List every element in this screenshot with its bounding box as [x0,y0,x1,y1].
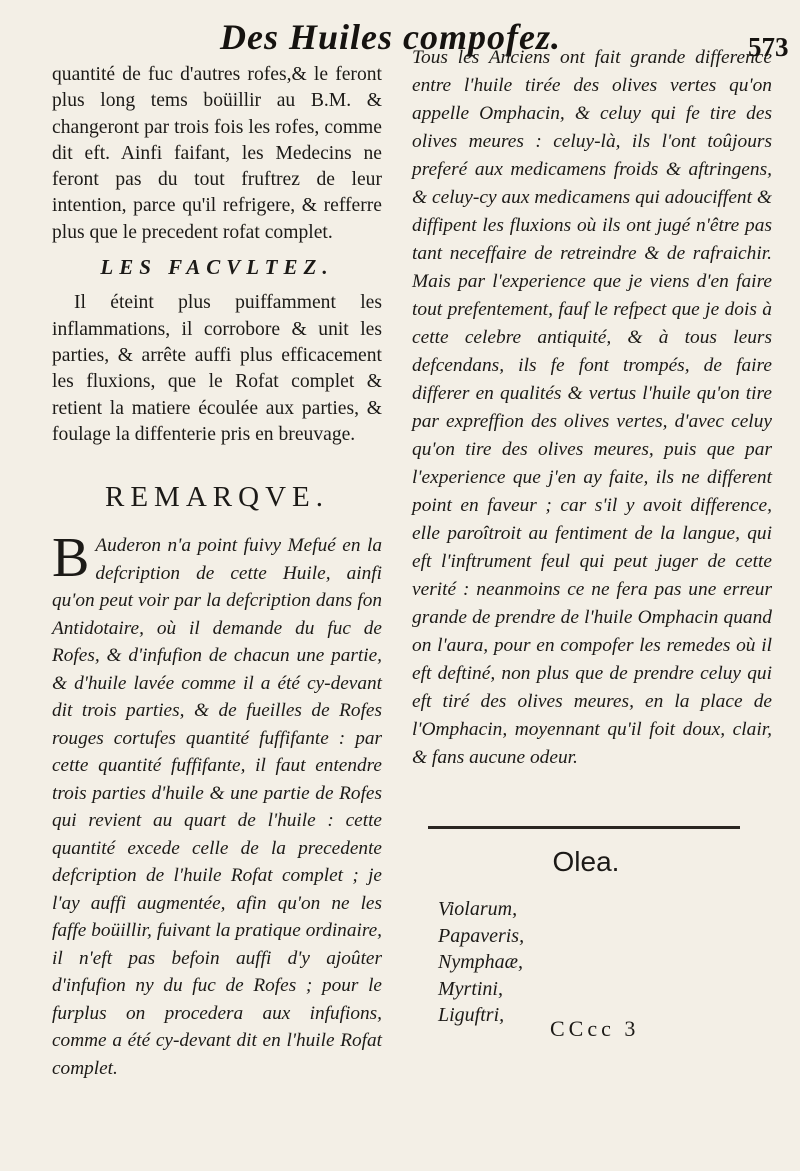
remark-text: Auderon n'a point fuivy Mefué en la defcription de cette Huile, ainfi qu'on peut voir par la defcription dans fon Antidotaire, où il demande du fuc de Rofes, & d'infufion de chacun une partie, & d'huile lavée comme il a été cy-devant dit trois parties, & de fueilles de Rofes rouges cortufes quantité fuffifante : par cette quantité fuffifante, il faut entendre trois parties d'huile & une partie de Rofes qui revient au quart de l'huile : cette quantité excede celle de la precedente defcription de l'huile Rofat complet ; je l'ay auffi augmentée, afin qu'on ne les faffe boüillir, fuivant la pratique ordinaire, il n'eft pas befoin auffi d'y ajoûter d'infufion ny du fuc de Rofes ; pour le furplus on procedera aux infufions, comme a été cy-devant dit en l'huile Rofat complet. [52,535,382,1079]
running-title: Des Huiles compofez. [220,17,561,57]
oil-list [438,896,738,1029]
remark-paragraph [52,527,382,1082]
signature-mark: CCcc 3 [550,1016,640,1041]
oil-list-title: Olea. [552,846,620,877]
drop-cap: B [52,527,90,590]
faculties-paragraph: Il éteint plus puiffamment les inflammations, il corrobore & unit les parties, & arrête auffi plus efficacement les fluxions, que le Rofat complet & retient la matiere écoulée aux parties, & foulage la diffenterie pris en breuvage. [52,292,382,445]
section-divider [428,826,740,829]
oil-item: Nymphaæ, [438,951,523,973]
continuation-paragraph: quantité de fuc d'autres rofes,& le feront plus long tems boüillir au B.M. & changeront par trois fois les rofes, comme dit eft. Ainfi faifant, les Medecins ne feront pas du tout fruftrez de leur intention, parce qu'il refrigere, & refferre plus que le precedent rofat complet. [52,64,382,243]
oil-item: Myrtini, [438,977,503,1000]
oil-item: Violarum, [438,898,518,920]
page-number: 573 [748,32,789,62]
remark-heading: REMARQVE. [105,481,329,514]
oil-item: Papaveris, [438,924,525,947]
left-column [52,62,382,1082]
olive-oil-paragraph: Tous les Anciens ont fait grande difference entre l'huile tirée des olives vertes qu'on appelle Omphacin, & celuy qui fe tire des olives meures : celuy-là, ils l'ont toûjours preferé aux medicamens froids & aftringens, & celuy-cy aux medicamens qui adouciffent & diffipent les fluxions où ils ont jugé n'être pas tant neceffaire de retreindre & de rafraichir. Mais par l'experience que je viens d'en faire tout prefentement, fauf le refpect que je dois à cette celebre antiquité, & à tous leurs defcendans, ils fe font trompés, de faire differer en qualités & vertus l'huile qu'on tire par expreffion des olives vertes, d'avec celuy qu'on tire des olives meures, puis que par l'experience que j'en ay faite, ils ne different point en faveur ; car s'il y avoit difference, elle paroîtroit au fentiment de la langue, qui eft l'inftrument feul qui peut juger de cette verité : neanmoins ce ne fera pas une erreur grande de prendre de l'huile Omphacin quand on l'aura, pour en compofer les remedes où il eft deftiné, non plus que de prendre celuy qui eft tiré des olives meures, en la place de l'Omphacin, moyennant qu'il foit doux, clair, & fans aucune odeur. [412,47,772,768]
oil-item: Liguftri, [438,1004,505,1026]
faculties-heading: LES FACVLTEZ. [100,255,334,280]
right-column [412,44,772,772]
